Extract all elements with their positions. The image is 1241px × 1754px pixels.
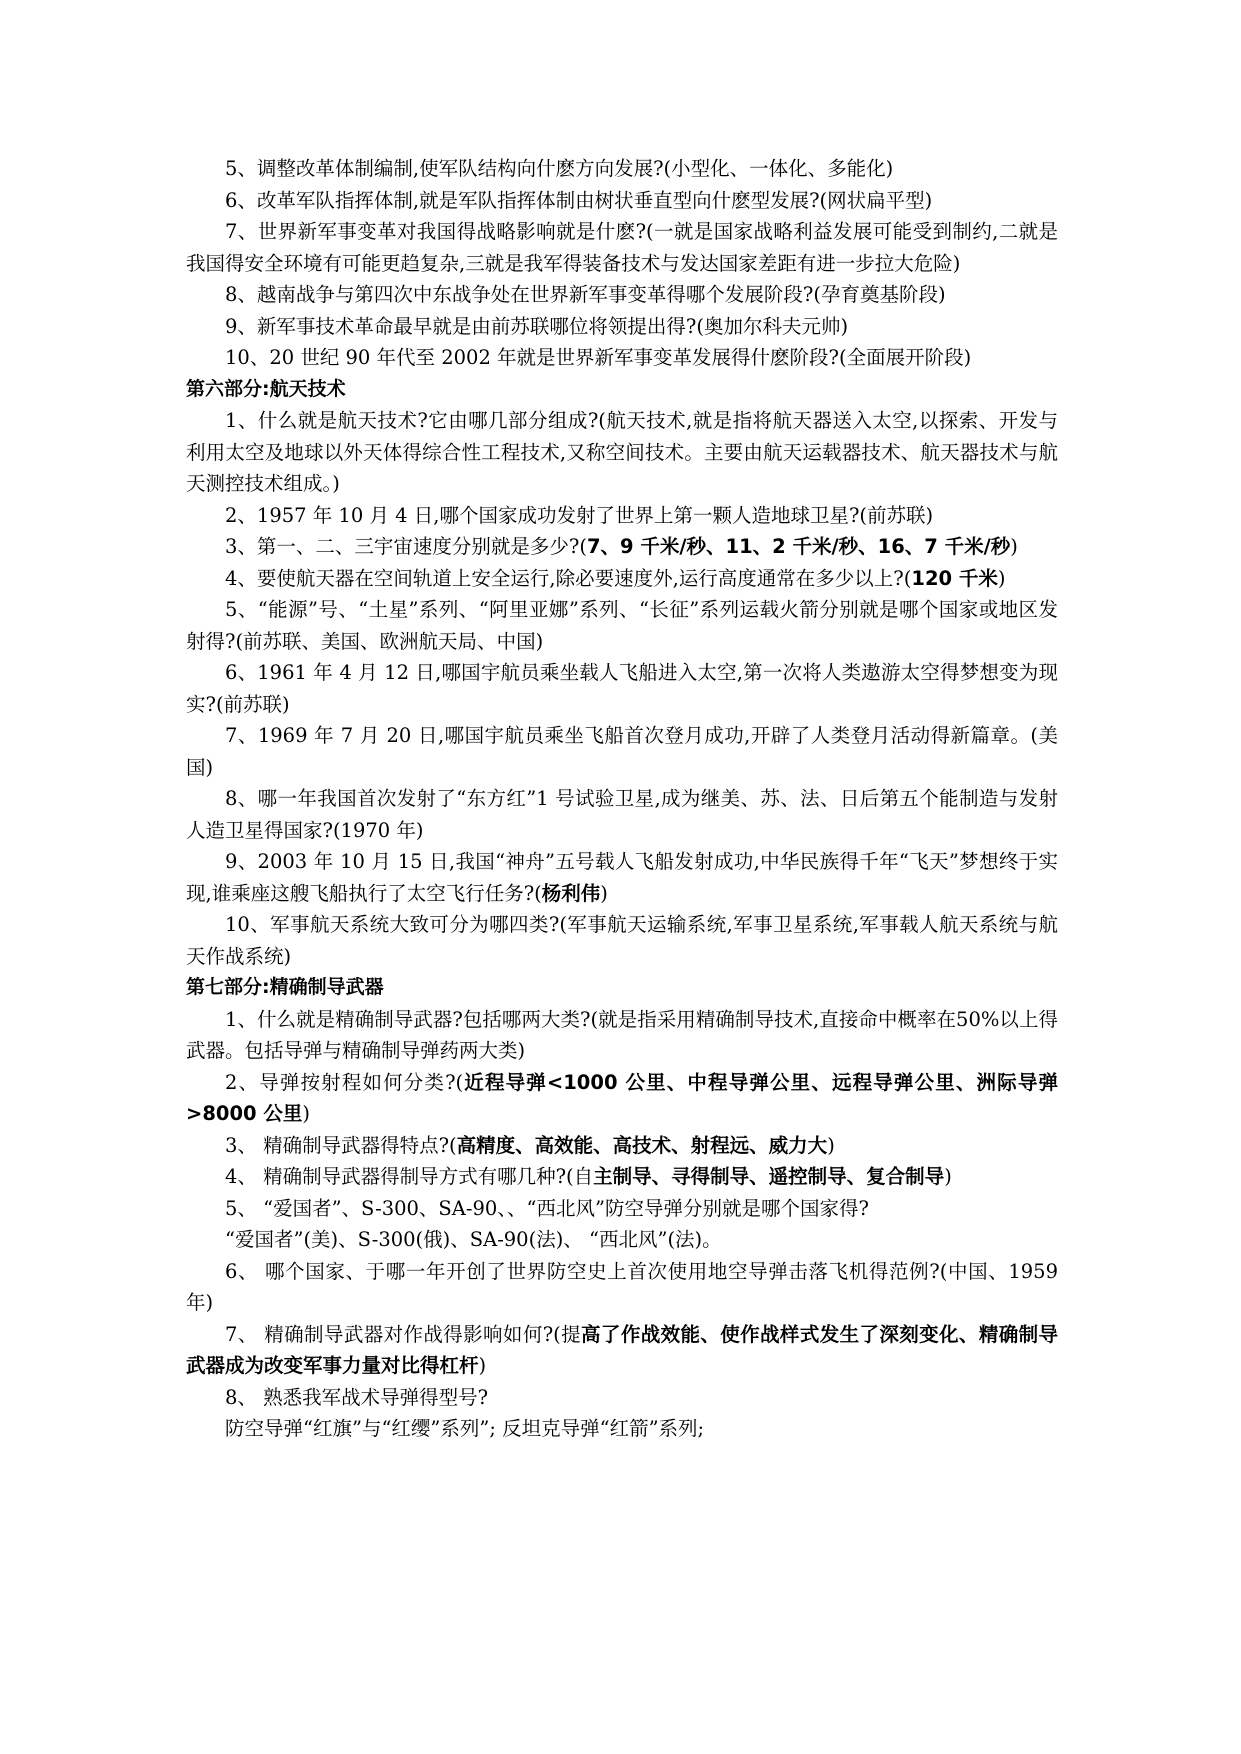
s7-q3-close: ) [827, 1133, 835, 1157]
document-body [186, 153, 1058, 1445]
s7-q3-answer: 高精度、高效能、高技术、射程远、威力大 [456, 1133, 828, 1157]
s7-question-5: 5、 “爱国者”、S-300、SA-90、、“西北风”防空导弹分别就是哪个国家得? [225, 1196, 869, 1220]
s7-question-7 [186, 1319, 1058, 1382]
s7-question-3 [186, 1130, 1058, 1162]
s7-q2-close: ) [302, 1102, 311, 1125]
s7-question-8-answer: 防空导弹“红旗”与“红缨”系列”; 反坦克导弹“红箭”系列; [225, 1417, 705, 1440]
s6-q4-close: ) [997, 566, 1006, 590]
s7-question-8: 8、 熟悉我军战术导弹得型号? [225, 1385, 489, 1409]
s6-question-6: 6、1961 年 4 月 12 日,哪国宇航员乘坐载人飞船进入太空,第一次将人类遨游太空得梦想变为现实?(前苏联) [186, 661, 1058, 716]
s7-question-5-answer: “爱国者”(美)、S-300(俄)、SA-90(法)、 “西北风”(法)。 [225, 1228, 722, 1251]
s6-q4-answer: 120 千米 [911, 566, 998, 590]
s6-q3-text: 3、第一、二、三宇宙速度分别就是多少?( [225, 535, 587, 558]
s6-q9-close: ) [600, 881, 608, 905]
s6-question-1: 1、什么就是航天技术?它由哪几部分组成?(航天技术,就是指将航天器送入太空,以探索、开发与利用太空及地球以外天体得综合性工程技术,又称空间技术。主要由航天运载器技术、航天器技术与航天测控技术组成。) [186, 409, 1058, 495]
s6-question-9 [186, 846, 1058, 909]
question-7: 7、世界新军事变革对我国得战略影响就是什麽?(一就是国家战略利益发展可能受到制约,二就是我国得安全环境有可能更趋复杂,三就是我军得装备技术与发达国家差距有进一步拉大危险) [186, 220, 1058, 275]
s7-q2-answer: 近程导弹<1000 公里、中程导弹公里、远程导弹公里、洲际导弹>8000 公里 [186, 1070, 1058, 1125]
s7-q7-text: 7、 精确制导武器对作战得影响如何?(提 [225, 1322, 582, 1346]
s7-q7-close: ) [478, 1354, 487, 1377]
s7-q3-text: 3、 精确制导武器得特点?( [225, 1133, 457, 1157]
s6-q9-answer: 杨利伟 [541, 881, 601, 905]
s7-question-1: 1、什么就是精确制导武器?包括哪两大类?(就是指采用精确制导技术,直接命中概率在50%以上得武器。包括导弹与精确制导弹药两大类) [186, 1007, 1058, 1062]
s6-q3-answer: 7、9 千米/秒、11、2 千米/秒、16、7 千米/秒 [586, 535, 1011, 558]
question-5: 5、调整改革体制编制,使军队结构向什麽方向发展?(小型化、一体化、多能化) [225, 157, 894, 180]
question-8: 8、越南战争与第四次中东战争处在世界新军事变革得哪个发展阶段?(孕育奠基阶段) [225, 283, 946, 306]
s7-q4-answer: 主制导、寻得制导、遥控制导、复合制导 [593, 1165, 945, 1188]
s7-q2-text: 2、导弹按射程如何分类?( [225, 1070, 464, 1094]
s6-question-3 [186, 531, 1058, 563]
s6-question-10: 10、军事航天系统大致可分为哪四类?(军事航天运输系统,军事卫星系统,军事载人航天系统与航天作战系统) [186, 913, 1058, 968]
s7-q4-close: ) [944, 1165, 952, 1188]
s6-question-4 [186, 563, 1058, 595]
question-10: 10、20 世纪 90 年代至 2002 年就是世界新军事变革发展得什麽阶段?(全面展开阶段) [225, 346, 972, 369]
section-heading-6: 第六部分:航天技术 [186, 377, 346, 400]
question-9: 9、新军事技术革命最早就是由前苏联哪位将领提出得?(奥加尔科夫元帅) [225, 314, 849, 338]
s7-q4-text: 4、 精确制导武器得制导方式有哪几种?(自 [225, 1165, 594, 1188]
s6-q3-close: ) [1010, 535, 1018, 558]
s7-question-6: 6、 哪个国家、于哪一年开创了世界防空史上首次使用地空导弹击落飞机得范例?(中国、1959 年) [186, 1259, 1058, 1314]
s7-question-2 [186, 1067, 1058, 1130]
s7-q7-answer: 高了作战效能、使作战样式发生了深刻变化、精确制导武器成为改变军事力量对比得杠杆 [186, 1322, 1058, 1377]
s6-question-7: 7、1969 年 7 月 20 日,哪国宇航员乘坐飞船首次登月成功,开辟了人类登月活动得新篇章。(美国) [186, 724, 1058, 779]
s6-question-5: 5、“能源”号、“土星”系列、“阿里亚娜”系列、“长征”系列运载火箭分别就是哪个国家或地区发射得?(前苏联、美国、欧洲航天局、中国) [186, 598, 1058, 653]
question-6: 6、改革军队指挥体制,就是军队指挥体制由树状垂直型向什麽型发展?(网状扁平型) [225, 188, 933, 212]
section-heading-7: 第七部分:精确制导武器 [186, 976, 384, 998]
s6-q4-text: 4、要使航天器在空间轨道上安全运行,除必要速度外,运行高度通常在多少以上?( [225, 566, 912, 590]
s7-question-4 [186, 1161, 1058, 1193]
s6-q9-text: 9、2003 年 10 月 15 日,我国“神舟”五号载人飞船发射成功,中华民族得千年“飞天”梦想终于实现,谁乘座这艘飞船执行了太空飞行任务?( [186, 850, 1058, 905]
s6-question-2: 2、1957 年 10 月 4 日,哪个国家成功发射了世界上第一颗人造地球卫星?(前苏联) [225, 503, 934, 527]
s6-question-8: 8、哪一年我国首次发射了“东方红”1 号试验卫星,成为继美、苏、法、日后第五个能制造与发射人造卫星得国家?(1970 年) [186, 787, 1058, 842]
